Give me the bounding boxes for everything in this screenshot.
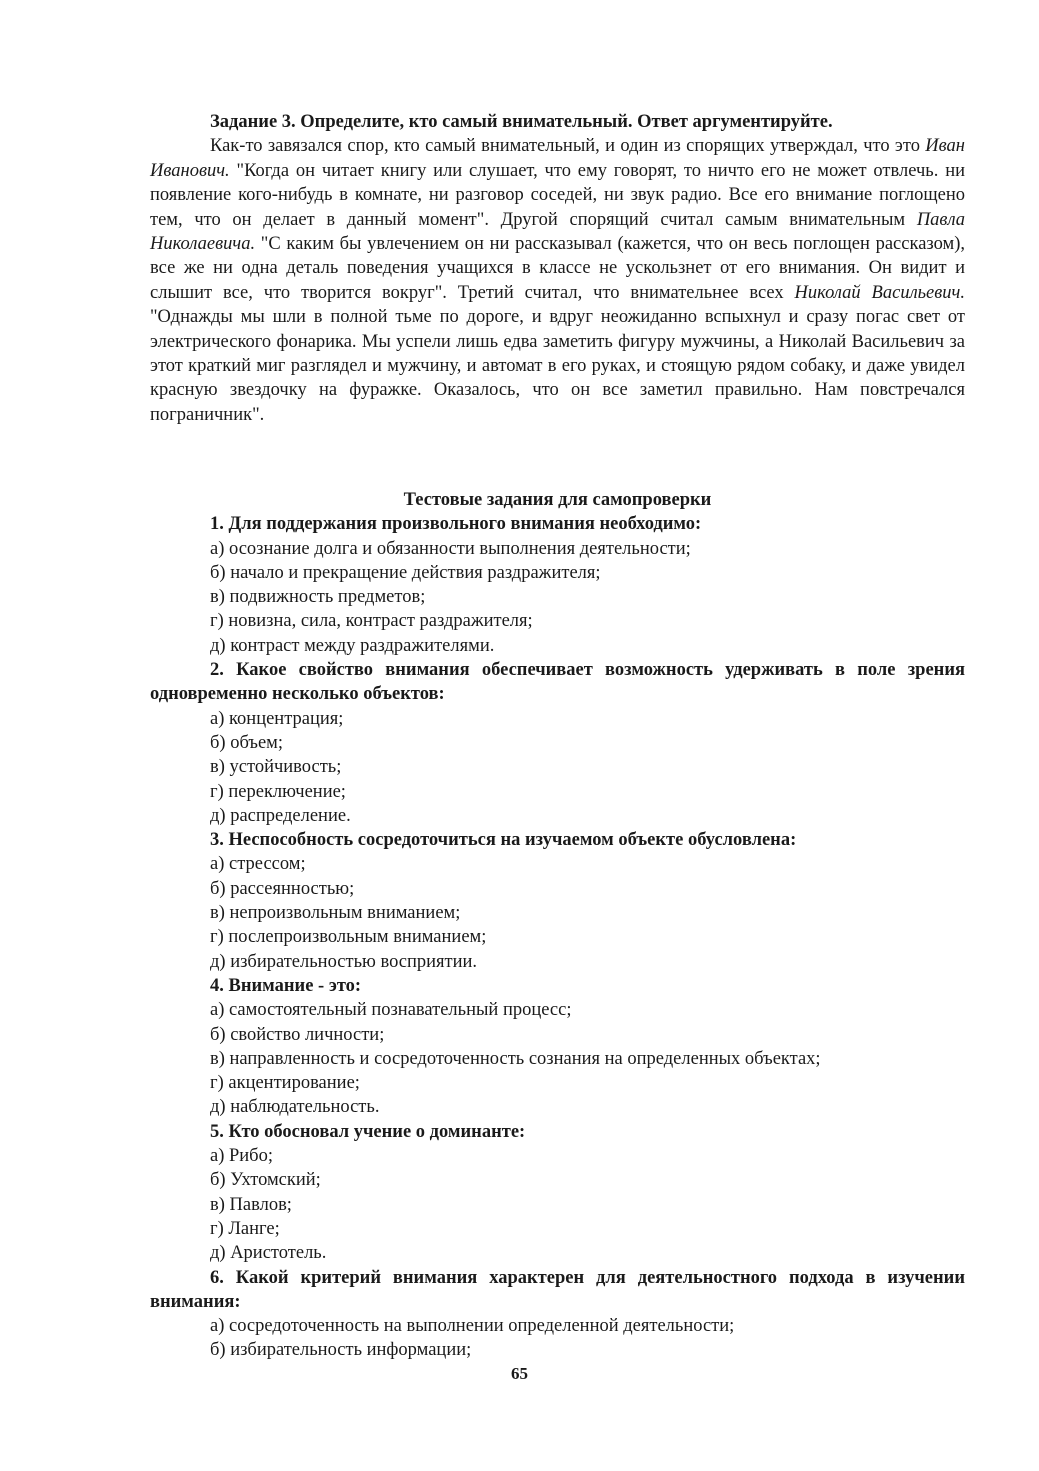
option-3a: а) стрессом;: [210, 854, 306, 875]
option-4b: б) свойство личности;: [210, 1024, 385, 1045]
task-name-1: Иван Иванович.: [150, 136, 965, 181]
option-2b: б) объем;: [210, 732, 284, 753]
option-5c: в) Павлов;: [210, 1194, 292, 1215]
option-1b: б) начало и прекращение действия раздражителя;: [210, 562, 601, 583]
option-2c: в) устойчивость;: [210, 757, 342, 778]
option-4d: г) акцентирование;: [210, 1073, 360, 1094]
option-6a: а) сосредоточенность на выполнении определенной деятельности;: [210, 1316, 735, 1337]
option-2d: г) переключение;: [210, 781, 346, 802]
task-text-2: "Когда он читает книгу или слушает, что ему говорят, то ничто его не может отвлечь. ни появление кого-нибудь в комнате, ни разговор соседей, ни звук радио. Все его внимание поглощено тем, что он делает в данный момент". Другой спорящий считал самым внимательным: [150, 160, 965, 230]
question-2: 2. Какое свойство внимания обеспечивает возможность удерживать в поле зрения одновременно несколько объектов:: [150, 660, 965, 705]
option-4a: а) самостоятельный познавательный процесс;: [210, 1000, 572, 1021]
option-5d: г) Ланге;: [210, 1218, 280, 1239]
task-name-3: Николай Васильевич.: [794, 282, 965, 303]
option-6b: б) избирательность информации;: [210, 1340, 472, 1361]
option-3c: в) непроизвольным вниманием;: [210, 903, 461, 924]
task-name-2: Павла Николаевича.: [150, 209, 965, 255]
question-3: 3. Неспособность сосредоточиться на изучаемом объекте обусловлена:: [210, 830, 797, 851]
task-text-1: Как-то завязался спор, кто самый внимательный, и один из спорящих утверждал, что это: [210, 136, 926, 157]
task-title: Задание 3. Определите, кто самый внимательный. Ответ аргументируйте.: [210, 112, 833, 132]
question-6: 6. Какой критерий внимания характерен для деятельностного подхода в изучении внимания:: [150, 1267, 965, 1312]
page-number: 65: [511, 1364, 528, 1383]
option-1c: в) подвижность предметов;: [210, 587, 426, 608]
option-1a: а) осознание долга и обязанности выполнения деятельности;: [210, 538, 691, 559]
question-5: 5. Кто обосновал учение о доминанте:: [210, 1121, 526, 1142]
tests-title: Тестовые задания для самопроверки: [403, 490, 712, 510]
option-4c: в) направленность и сосредоточенность сознания на определенных объектах;: [210, 1048, 821, 1069]
question-4: 4. Внимание - это:: [210, 975, 362, 996]
self-test-section: [150, 488, 965, 1363]
option-3b: б) рассеянностью;: [210, 878, 355, 899]
task-text-3: "С каким бы увлечением он ни рассказывал (кажется, что он весь поглощен рассказом), все же ни одна деталь поведения учащихся в классе не ускользнет от его внимания. Он видит и слышит все, что творится вокруг". Третий считал, что внимательнее всех: [150, 234, 965, 303]
option-5a: а) Рибо;: [210, 1146, 273, 1167]
option-2e: д) распределение.: [210, 805, 351, 826]
option-3d: г) послепроизвольным вниманием;: [210, 927, 487, 948]
task-3-section: [150, 110, 965, 427]
option-1d: г) новизна, сила, контраст раздражителя;: [210, 611, 533, 632]
option-5b: б) Ухтомский;: [210, 1170, 321, 1191]
option-3e: д) избирательностью восприятии.: [210, 951, 478, 972]
task-text-4: "Однажды мы шли в полной тьме по дороге, и вдруг неожиданно вспыхнул и сразу погас свет от электрического фонарика. Мы успели лишь едва заметить фигуру мужчины, а Николай Васильевич за этот краткий миг разглядел и мужчину, и автомат в его руках, и стоящую рядом собаку, и даже увидел красную звездочку на фуражке. Оказалось, что он все заметил правильно. Нам повстречался пограничник".: [150, 307, 965, 425]
option-2a: а) концентрация;: [210, 708, 344, 729]
option-5e: д) Аристотель.: [210, 1243, 327, 1264]
option-1e: д) контраст между раздражителями.: [210, 635, 495, 656]
option-4e: д) наблюдательность.: [210, 1097, 380, 1118]
task-body: [150, 134, 965, 427]
question-1: 1. Для поддержания произвольного внимания необходимо:: [210, 514, 702, 535]
